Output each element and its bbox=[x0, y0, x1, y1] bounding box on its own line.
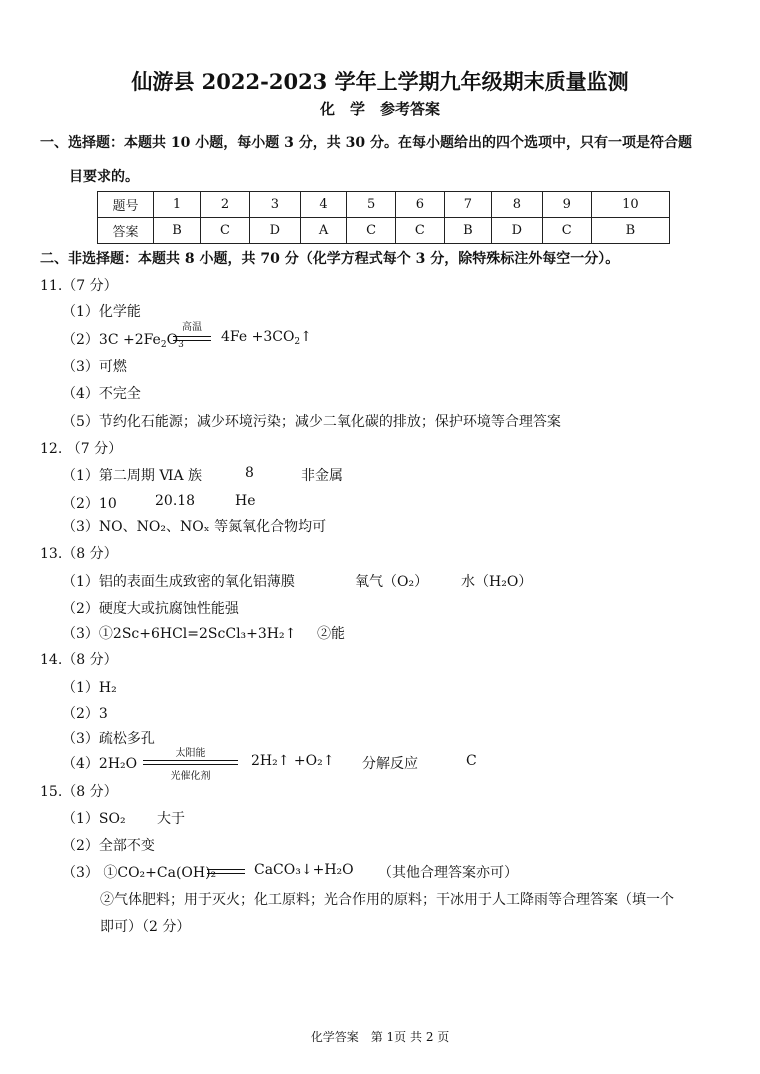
answer-15-3-part2-cont: 即可）（2 分） bbox=[100, 919, 191, 935]
table-cell: A bbox=[300, 218, 346, 244]
table-cell: 10 bbox=[591, 192, 669, 218]
table-cell: C bbox=[347, 218, 396, 244]
answer-13-1-c: 水（H₂O） bbox=[461, 574, 533, 590]
answer-13-1: （1）铝的表面生成致密的氧化铝薄膜 bbox=[62, 574, 295, 590]
table-cell: 5 bbox=[347, 192, 396, 218]
page-title: 仙游县 2022-2023 学年上学期九年级期末质量监测 bbox=[131, 69, 629, 94]
answer-14-1: （1）H₂ bbox=[62, 680, 117, 696]
answer-11-5: （5）节约化石能源；减少环境污染；减少二氧化碳的排放；保护环境等合理答案 bbox=[62, 414, 561, 430]
table-cell: D bbox=[491, 218, 542, 244]
answer-13-3: （3）①2Sc+6HCl=2ScCl₃+3H₂↑ bbox=[62, 626, 297, 642]
table-cell: 2 bbox=[201, 192, 250, 218]
table-cell: C bbox=[542, 218, 591, 244]
answer-11-3: （3）可燃 bbox=[62, 359, 127, 375]
answer-13-2: （2）硬度大或抗腐蚀性能强 bbox=[62, 601, 239, 617]
table-row bbox=[98, 192, 670, 218]
table-cell: B bbox=[154, 218, 201, 244]
answer-11-4: （4）不完全 bbox=[62, 386, 141, 402]
answer-13-3-b: ②能 bbox=[317, 626, 345, 642]
answer-14-4-reactant: （4）2H₂O bbox=[62, 756, 138, 772]
table-row bbox=[98, 218, 670, 244]
question-14-head: 14.（8 分） bbox=[40, 652, 118, 668]
answer-13-1-b: 氧气（O₂） bbox=[355, 574, 429, 590]
answer-12-1-b: 8 bbox=[245, 465, 254, 481]
answer-14-4-products: 2H₂↑ +O₂↑ bbox=[251, 753, 335, 769]
answer-15-2: （2）全部不变 bbox=[62, 838, 155, 854]
answer-12-2-b: 20.18 bbox=[155, 493, 196, 509]
table-cell: 9 bbox=[542, 192, 591, 218]
answer-11-2-reactants: $(2)3C +2Fe_2O_3$ bbox=[62, 332, 184, 350]
table-cell: 8 bbox=[491, 192, 542, 218]
answer-12-3: （3）NO、NO₂、NOₓ 等氮氧化合物均可 bbox=[62, 519, 327, 535]
answer-15-1: （1）SO₂ bbox=[62, 811, 126, 827]
table-cell: 1 bbox=[154, 192, 201, 218]
answer-14-4-b: 分解反应 bbox=[362, 756, 418, 772]
table-cell: C bbox=[396, 218, 445, 244]
answer-15-3-note: （其他合理答案亦可） bbox=[378, 865, 518, 881]
section1-heading: 一、选择题：本题共 10 小题，每小题 3 分，共 30 分。在每小题给出的四个选项中，只有一项是符合题 bbox=[40, 135, 692, 151]
page-subtitle: 化 学 参考答案 bbox=[319, 100, 440, 118]
question-13-head: 13.（8 分） bbox=[40, 546, 118, 562]
reaction-condition-bottom: 光催化剂 bbox=[170, 771, 211, 782]
section1-heading-cont: 目要求的。 bbox=[69, 169, 139, 185]
equation-equals bbox=[173, 336, 211, 341]
question-11-head: 11.（7 分） bbox=[40, 278, 118, 294]
table-cell: 7 bbox=[444, 192, 491, 218]
answer-12-2: （2）10 bbox=[62, 496, 117, 512]
answer-15-3-reactants: （3） ①CO₂+Ca(OH)₂ bbox=[62, 865, 217, 881]
row-label: 答案 bbox=[98, 218, 154, 244]
answer-12-1-c: 非金属 bbox=[301, 468, 343, 484]
table-cell: 4 bbox=[300, 192, 346, 218]
row-label: 题号 bbox=[98, 192, 154, 218]
question-12-head: 12. （7 分） bbox=[40, 441, 123, 457]
answer-12-2-c: He bbox=[235, 493, 256, 509]
answer-15-3-products: CaCO₃↓+H₂O bbox=[254, 862, 354, 878]
equation-equals bbox=[143, 760, 238, 765]
table-cell: D bbox=[249, 218, 300, 244]
answer-11-1: （1）化学能 bbox=[62, 304, 141, 320]
answer-15-1-b: 大于 bbox=[157, 811, 185, 827]
answer-table bbox=[97, 191, 670, 244]
table-cell: 6 bbox=[396, 192, 445, 218]
table-cell: 3 bbox=[249, 192, 300, 218]
question-15-head: 15.（8 分） bbox=[40, 784, 118, 800]
answer-14-4-c: C bbox=[466, 753, 477, 769]
answer-14-3: （3）疏松多孔 bbox=[62, 731, 155, 747]
answer-15-3-part2: ②气体肥料；用于灭火；化工原料；光合作用的原料；干冰用于人工降雨等合理答案（填一个 bbox=[100, 892, 674, 908]
page-footer: 化学答案 第 1页 共 2 页 bbox=[310, 1030, 450, 1044]
table-cell: C bbox=[201, 218, 250, 244]
reaction-condition-top: 太阳能 bbox=[175, 748, 206, 759]
answer-14-2: （2）3 bbox=[62, 706, 108, 722]
table-cell: B bbox=[591, 218, 669, 244]
reaction-condition: 高温 bbox=[182, 322, 202, 333]
answer-12-1: （1）第二周期 ⅥA 族 bbox=[62, 468, 202, 484]
section2-heading: 二、非选择题：本题共 8 小题，共 70 分（化学方程式每个 3 分，除特殊标注外每空一分）。 bbox=[40, 251, 620, 267]
answer-11-2-products: $4Fe +3CO_2↑$ bbox=[221, 329, 312, 347]
equation-equals bbox=[207, 869, 245, 874]
table-cell: B bbox=[444, 218, 491, 244]
